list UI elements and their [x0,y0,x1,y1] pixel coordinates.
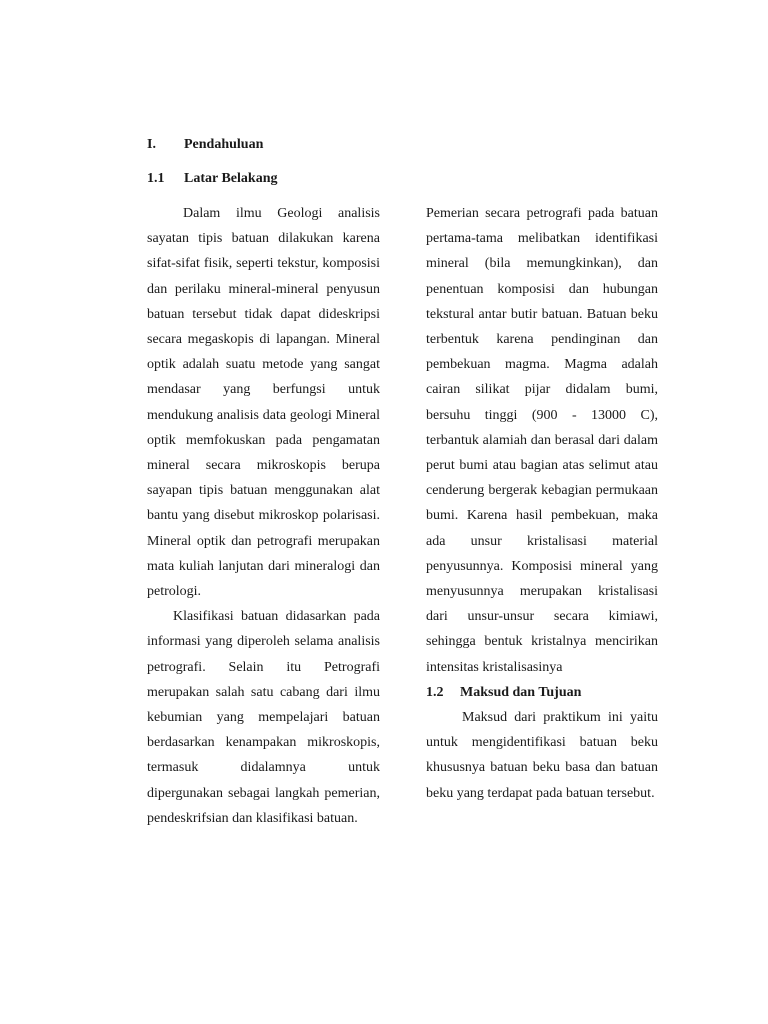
subsection-2-heading [426,680,658,705]
subsection-number: 1.1 [147,171,165,186]
subsection-2-title: Maksud dan Tujuan [460,684,582,700]
section-number: I. [147,137,156,152]
right-column [426,201,658,806]
section-title: Pendahuluan [184,137,264,152]
section-heading [147,137,263,153]
left-paragraph-1: Dalam ilmu Geologi analisis sayatan tipis batuan dilakukan karena sifat-sifat fisik, seperti tekstur, komposisi dan perilaku mineral-mineral penyusun batuan tersebut tidak dapat dideskripsi secara megaskopis di lapangan. Mineral optik adalah suatu metode yang sangat mendasar yang berfungsi untuk mendukung analisis data geologi Mineral optik memfokuskan pada pengamatan mineral secara mikroskopis berupa sayapan tipis batuan menggunakan alat bantu yang disebut mikroskop polarisasi. Mineral optik dan petrografi merupakan mata kuliah lanjutan dari mineralogi dan petrologi. [147,206,380,600]
subsection-2-number: 1.2 [426,684,444,700]
right-paragraph-1: Pemerian secara petrografi pada batuan pertama-tama melibatkan identifikasi mineral (bila memungkinkan), dan penentuan komposisi dan hubungan tekstural antar butir batuan. Batuan beku terbentuk karena pendinginan dan pembekuan magma. Magma adalah cairan silikat pijar didalam bumi, bersuhu tinggi (900 - 13000 C), terbantuk alamiah dan berasal dari dalam perut bumi atau bagian atas selimut atau cenderung bergerak kebagian permukaan bumi. Karena hasil pembekuan, maka ada unsur kristalisasi material penyusunnya. Komposisi mineral yang menyusunnya merupakan kristalisasi dari unsur-unsur secara kimiawi, sehingga bentuk kristalnya mencirikan intensitas kristalisasinya [426,206,658,675]
subsection-title: Latar Belakang [184,171,278,186]
left-paragraph-2: Klasifikasi batuan didasarkan pada informasi yang diperoleh selama analisis petrografi. Selain itu Petrografi merupakan salah satu cabang dari ilmu kebumian yang mempelajari batuan berdasarkan kenampakan mikroskopis, termasuk didalamnya untuk dipergunakan sebagai langkah pemerian, pendeskrifsian dan klasifikasi batuan. [147,609,380,826]
right-paragraph-2: Maksud dari praktikum ini yaitu untuk mengidentifikasi batuan beku khususnya batuan beku basa dan batuan beku yang terdapat pada batuan tersebut. [426,710,658,801]
subsection-heading [147,171,277,187]
left-column [147,201,380,831]
